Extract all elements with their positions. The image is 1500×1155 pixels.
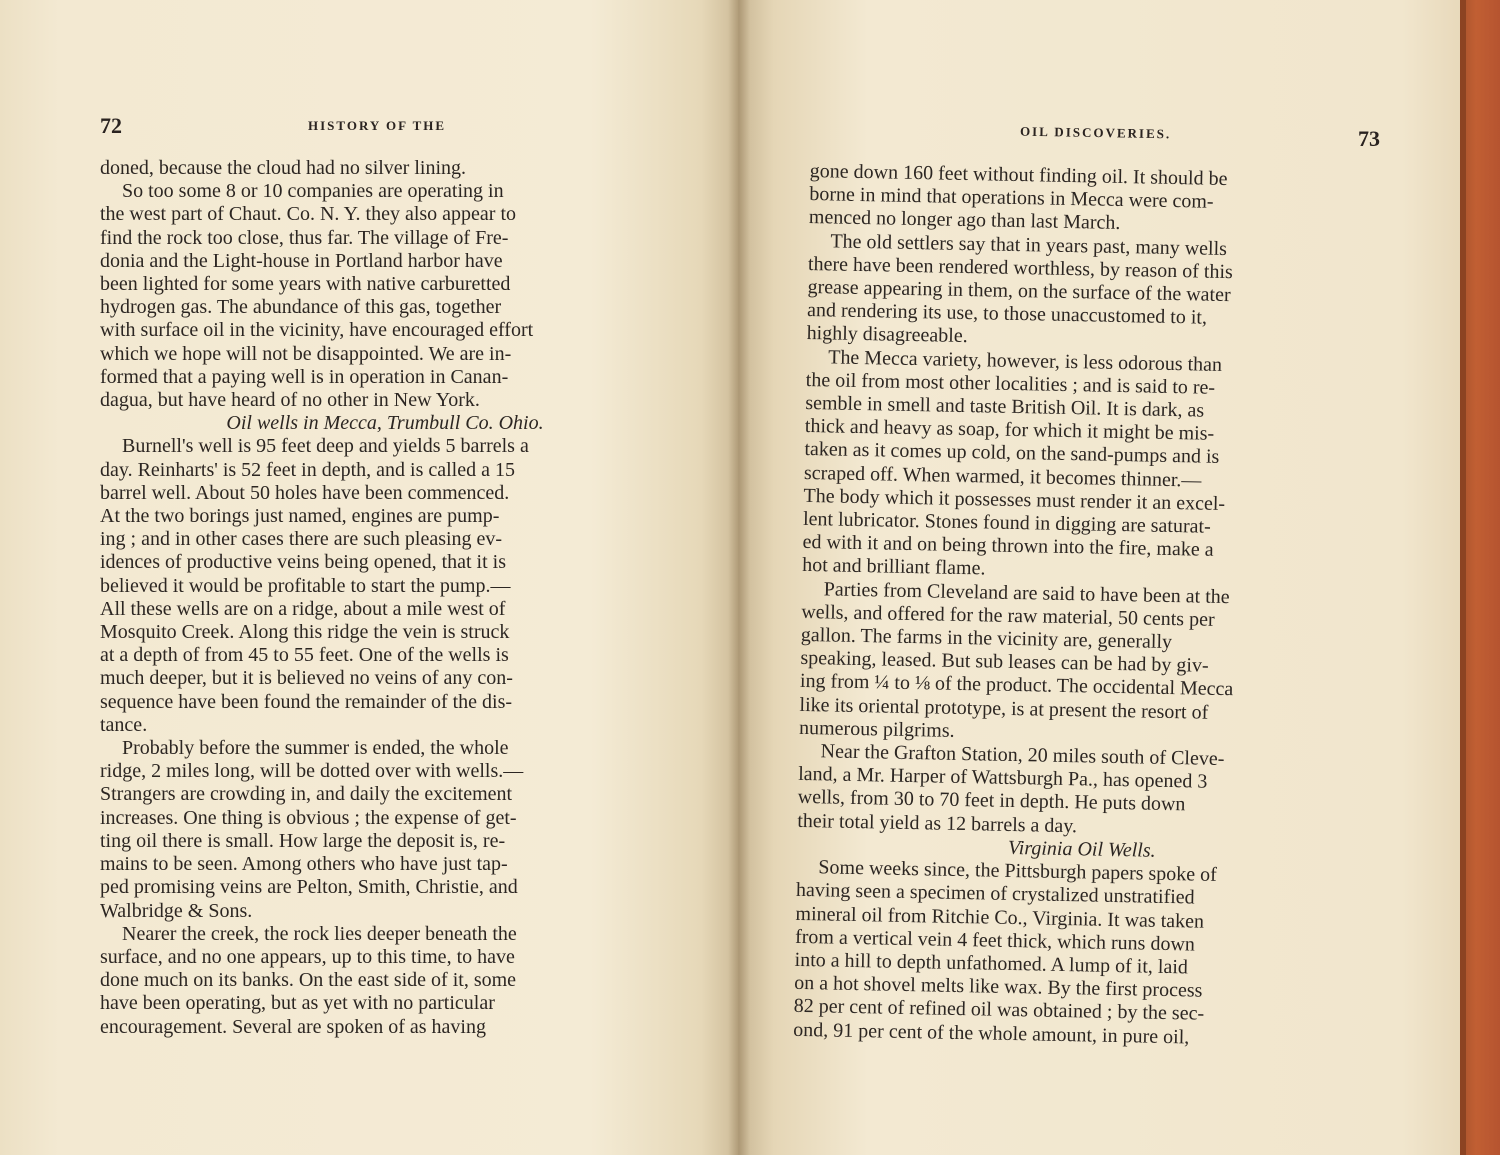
text-line: The old settlers say that in years past, many wells [830, 230, 1228, 260]
text-line: encouragement. Several are spoken of as having [100, 1015, 486, 1038]
section-heading: Virginia Oil Wells. [1007, 836, 1156, 862]
text-line: taken as it comes up cold, on the sand-pumps and is [804, 438, 1220, 469]
text-line: wells, from 30 to 70 feet in depth. He puts down [797, 786, 1186, 816]
running-head-left: HISTORY OF THE [308, 118, 447, 133]
text-line: surface, and no one appears, up to this time, to have [100, 945, 515, 968]
text-line: their total yield as 12 barrels a day. [797, 809, 1078, 837]
text-line: having seen a specimen of crystalized unstratified [795, 879, 1195, 909]
text-line: thick and heavy as soap, for which it might be mis- [804, 415, 1215, 446]
text-line: land, a Mr. Harper of Wattsburgh Pa., has opened 3 [797, 763, 1208, 794]
text-line: semble in smell and taste British Oil. It is dark, as [805, 391, 1205, 422]
text-line: dagua, but have heard of no other in New York. [100, 389, 480, 412]
text-line: Strangers are crowding in, and daily the excitement [100, 783, 513, 806]
text-line: with surface oil in the vicinity, have encouraged effort [100, 319, 534, 342]
section-heading: Oil wells in Mecca, Trumbull Co. Ohio. [226, 412, 544, 435]
text-line: into a hill to depth unfathomed. A lump of it, laid [794, 948, 1189, 979]
book-cover-edge [1460, 0, 1500, 1155]
text-line: gallon. The farms in the vicinity are, generally [800, 623, 1173, 654]
text-line: the oil from most other localities ; and is said to re- [805, 368, 1216, 399]
text-line: like its oriental prototype, is at present the resort of [799, 693, 1209, 724]
text-line: numerous pilgrims. [798, 716, 955, 742]
text-line: So too some 8 or 10 companies are operating in [122, 180, 504, 203]
text-line: lent lubricator. Stones found in digging are saturat- [802, 507, 1211, 538]
text-line: ing from ¼ to ⅛ of the product. The occidental Mecca [799, 670, 1234, 701]
right-page [738, 0, 1460, 1155]
text-line: Some weeks since, the Pittsburgh papers spoke of [818, 856, 1218, 887]
text-line: At the two borings just named, engines are pump- [100, 505, 500, 528]
text-line: from a vertical vein 4 feet thick, which runs down [794, 925, 1196, 956]
text-line: which we hope will not be disappointed. We are in- [100, 342, 512, 365]
text-line: The Mecca variety, however, is less odorous than [828, 346, 1223, 376]
text-line: ting oil there is small. How large the deposit is, re- [100, 829, 506, 852]
text-line: believed it would be profitable to start the pump.— [100, 574, 511, 597]
text-line: tance. [100, 713, 148, 736]
text-line: been lighted for some years with native carburetted [100, 273, 511, 296]
text-line: and rendering its use, to those unaccustomed to it, [806, 299, 1208, 329]
page-number-right: 73 [1358, 126, 1380, 151]
text-line: Burnell's well is 95 feet deep and yields 5 barrels a [122, 435, 529, 458]
text-line: wells, and offered for the raw material, 50 cents per [801, 600, 1215, 631]
text-line: Nearer the creek, the rock lies deeper beneath the [122, 922, 517, 945]
text-line: mineral oil from Ritchie Co., Virginia. It was taken [795, 902, 1205, 933]
text-line: Parties from Cleveland are said to have been at the [823, 578, 1230, 608]
text-line: ing ; and in other cases there are such pleasing ev- [100, 528, 503, 551]
right-page-text [793, 160, 1380, 1052]
running-head-right: OIL DISCOVERIES. [1019, 123, 1172, 142]
text-line: day. Reinharts' is 52 feet in depth, and is called a 15 [100, 458, 515, 481]
text-line: on a hot shovel melts like wax. By the first process [793, 971, 1203, 1002]
left-page [0, 0, 738, 1155]
text-line: speaking, leased. But sub leases can be had by giv- [800, 647, 1209, 678]
text-line: at a depth of from 45 to 55 feet. One of the wells is [100, 644, 509, 667]
text-line: idences of productive veins being opened, that it is [100, 551, 507, 574]
text-line: barrel well. About 50 holes have been commenced. [100, 481, 510, 504]
text-line: mains to be seen. Among others who have just tap- [100, 853, 508, 876]
text-line: All these wells are on a ridge, about a mile west of [100, 597, 506, 620]
text-line: scraped off. When warmed, it becomes thinner.— [803, 461, 1202, 492]
text-line: gone down 160 feet without finding oil. It should be [809, 160, 1228, 191]
text-line: Probably before the summer is ended, the whole [122, 737, 509, 760]
text-line: formed that a paying well is in operation in Canan- [100, 365, 509, 388]
text-line: much deeper, but it is believed no veins of any con- [100, 667, 513, 690]
text-line: borne in mind that operations in Mecca were com- [809, 183, 1214, 213]
book-gutter [728, 0, 750, 1155]
text-line: Near the Grafton Station, 20 miles south of Cleve- [820, 740, 1225, 771]
text-line: donia and the Light-house in Portland harbor have [100, 249, 503, 272]
left-page-text [100, 157, 670, 1039]
text-line: Walbridge & Sons. [100, 899, 253, 922]
text-line: grease appearing in them, on the surface of the water [807, 275, 1231, 307]
text-line: ond, 91 per cent of the whole amount, in pure oil, [793, 1018, 1190, 1048]
text-line: have been operating, but as yet with no particular [100, 992, 495, 1015]
text-line: ed with it and on being thrown into the fire, make a [802, 531, 1214, 562]
text-line: Mosquito Creek. Along this ridge the vein is struck [100, 621, 510, 644]
text-line: doned, because the cloud had no silver lining. [100, 157, 467, 179]
text-line: find the rock too close, thus far. The village of Fre- [100, 226, 509, 249]
text-line: hydrogen gas. The abundance of this gas, together [100, 296, 502, 319]
text-line: 82 per cent of refined oil was obtained ; by the sec- [793, 995, 1205, 1026]
text-line: done much on its banks. On the east side of it, some [100, 969, 517, 992]
text-line: increases. One thing is obvious ; the expense of get- [100, 806, 517, 829]
text-line: ridge, 2 miles long, will be dotted over with wells.— [100, 760, 524, 783]
text-line: highly disagreeable. [806, 322, 968, 348]
text-line: the west part of Chaut. Co. N. Y. they also appear to [100, 203, 517, 226]
text-line: menced no longer ago than last March. [808, 206, 1121, 235]
text-line: The body which it possesses must render it an excel- [803, 484, 1226, 515]
page-number-left: 72 [100, 113, 122, 138]
text-line: ped promising veins are Pelton, Smith, Christie, and [100, 876, 518, 899]
text-line: sequence have been found the remainder of the dis- [100, 690, 513, 713]
text-line: hot and brilliant flame. [802, 554, 986, 580]
text-line: there have been rendered worthless, by reason of this [807, 252, 1233, 283]
